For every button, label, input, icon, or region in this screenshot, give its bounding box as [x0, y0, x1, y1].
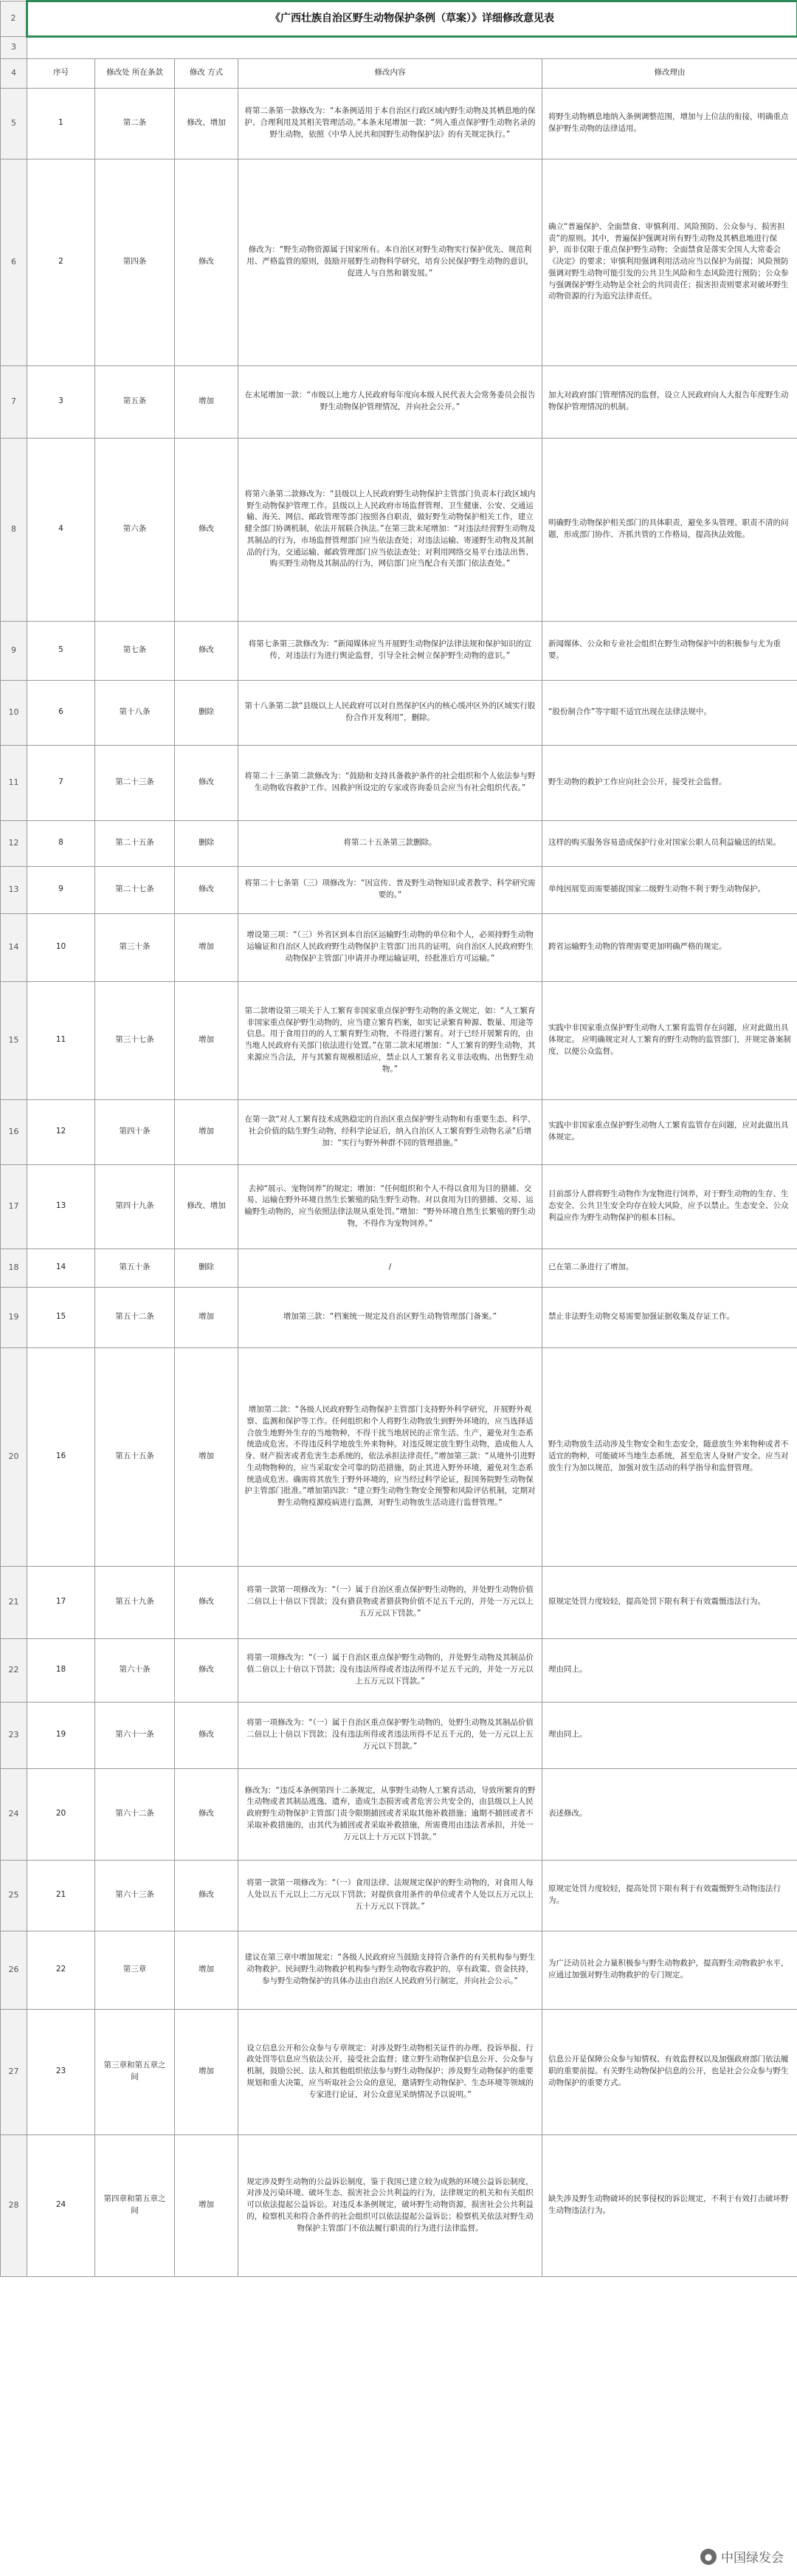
- method-cell: 增加: [175, 913, 238, 981]
- clause-cell: 第六十条: [95, 1638, 175, 1702]
- row-number: 24: [1, 1768, 27, 1860]
- content-cell: /: [238, 1248, 542, 1287]
- seq-cell: 20: [27, 1768, 95, 1860]
- content-cell: 第二款增设第三项关于人工繁育非国家重点保护野生动物的条文规定，如：“人工繁育非国家重点保护野生动物的，应当建立繁育档案，如实记录繁育种源、数量、用途等信息。用于食用目的的人工繁育野生动物，不得进行繁育。对于已经开展繁育的，由当地人民政府有关部门依法进行处置。”在第二款末尾增加：“人工繁育的野生动物，其来源应当合法，并与其繁育规模相适应，禁止以人工繁育名义非法收购、出售野生动物。”: [238, 981, 542, 1099]
- seq-cell: 3: [27, 365, 95, 438]
- seq-cell: 16: [27, 1347, 95, 1566]
- seq-cell: 14: [27, 1248, 95, 1287]
- blank-row: [1, 37, 797, 59]
- row-number: 12: [1, 820, 27, 866]
- row-number: 20: [1, 1347, 27, 1566]
- seq-cell: 15: [27, 1287, 95, 1347]
- row-number: 8: [1, 438, 27, 621]
- clause-cell: 第五条: [95, 365, 175, 438]
- row-number: 15: [1, 981, 27, 1099]
- clause-cell: 第十八条: [95, 680, 175, 745]
- clause-cell: 第六十二条: [95, 1768, 175, 1860]
- reason-cell: 野生动物的救护工作应向社会公开，接受社会监督。: [542, 745, 797, 820]
- table-row: [1, 88, 797, 159]
- row-number: 2: [1, 1, 27, 37]
- content-cell: 将第二十五条第三款删除。: [238, 820, 542, 866]
- row-number: 14: [1, 913, 27, 981]
- reason-cell: 原规定处罚力度较轻，提高处罚下限有利于有效震慑违法行为。: [542, 1566, 797, 1638]
- method-cell: 修改: [175, 745, 238, 820]
- table-row: [1, 1931, 797, 2009]
- content-cell: 将第二十三条第二款修改为：“鼓励和支持具备救护条件的社会组织和个人依法参与野生动物收容救护工作。因救护所设定的专家或咨询委员会应当有社会组织代表。”: [238, 745, 542, 820]
- row-number: 10: [1, 680, 27, 745]
- content-cell: 在第一款“对人工繁育技术成熟稳定的自治区重点保护野生动物和有重要生态、科学、社会价值的陆生野生动物，经科学论证后，纳入自治区人工繁育野生动物名录”后增加：“实行与野外种群不同的管理措施。”: [238, 1099, 542, 1164]
- clause-cell: 第二十五条: [95, 820, 175, 866]
- row-number: 4: [1, 58, 27, 88]
- reason-cell: 确立“普遍保护、全面禁食、审慎利用、风险预防、公众参与、损害担责”的原则。其中，普遍保护强调对所有野生动物及其栖息地进行保护，而非仅限于重点保护野生动物；全面禁食是落实全国人大常委会《决定》的要求；审慎利用强调利用活动应当以保护为前提；风险预防强调对野生动物可能引发的公共卫生风险和生态风险进行预防；公众参与强调保护野生动物是全社会的共同责任；损害担责则要求对破坏野生动物资源的行为追究法律责任。: [542, 159, 797, 365]
- reason-cell: 将野生动物栖息地纳入条例调整范围，增加与上位法的衔接，明确重点保护野生动物的法律适用。: [542, 88, 797, 159]
- clause-cell: 第四条: [95, 159, 175, 365]
- content-cell: 将第一项修改为：“（一）属于自治区重点保护野生动物的，处野生动物及其制品价值二倍以上十倍以下罚款；没有违法所得或者违法所得不足五千元的，处一万元以上五万元以下罚款。”: [238, 1702, 542, 1768]
- row-number: 17: [1, 1164, 27, 1248]
- content-cell: 增加第三款：“档案统一规定及自治区野生动物管理部门备案。”: [238, 1287, 542, 1347]
- table-row: [1, 1248, 797, 1287]
- clause-cell: 第三十七条: [95, 981, 175, 1099]
- content-cell: 设立信息公开和公众参与专章规定：对涉及野生动物相关证件的办理、投诉举报、行政处罚等信息应当依法公开，接受社会监督；建立野生动物保护信息公开、公众参与机制，鼓励公民、法人和其他组织依法参与野生动物保护；涉及野生动物保护的重要规划和重大决策，应当听取社会公众的意见，邀请野生动物保护、生态环境等领域的专家进行论证，对公众意见采纳情况予以说明。”: [238, 2009, 542, 2134]
- title-row: [1, 1, 797, 37]
- header-clause: 修改处 所在条款: [95, 58, 175, 88]
- seq-cell: 2: [27, 159, 95, 365]
- table-row: [1, 2009, 797, 2134]
- table-row: [1, 1164, 797, 1248]
- method-cell: 增加: [175, 2134, 238, 2276]
- table-row: [1, 1702, 797, 1768]
- method-cell: 修改: [175, 1638, 238, 1702]
- method-cell: 增加: [175, 1287, 238, 1347]
- reason-cell: 这样的购买服务容易造成保护行业对国家公职人员利益输送的结果。: [542, 820, 797, 866]
- row-number: 28: [1, 2134, 27, 2276]
- content-cell: 将第二条第一款修改为：“本条例适用于本自治区行政区域内野生动物及其栖息地的保护、合理利用及其相关管理活动。”本条末尾增加一款：“列入重点保护野生动物名录的野生动物，依照《中华人民共和国野生动物保护法》的有关规定执行。”: [238, 88, 542, 159]
- row-number: 5: [1, 88, 27, 159]
- header-reason: 修改理由: [542, 58, 797, 88]
- seq-cell: 12: [27, 1099, 95, 1164]
- clause-cell: 第四十条: [95, 1099, 175, 1164]
- table-row: [1, 820, 797, 866]
- method-cell: 增加: [175, 2009, 238, 2134]
- reason-cell: “股份制合作”等字眼不适宜出现在法律法规中。: [542, 680, 797, 745]
- seq-cell: 22: [27, 1931, 95, 2009]
- seq-cell: 17: [27, 1566, 95, 1638]
- clause-cell: 第二十七条: [95, 866, 175, 913]
- content-cell: 修改为：“野生动物资源属于国家所有。本自治区对野生动物实行保护优先、规范利用、严格监管的原则，鼓励开展野生动物科学研究，培育公民保护野生动物的意识，促进人与自然和谐发展。”: [238, 159, 542, 365]
- seq-cell: 23: [27, 2009, 95, 2134]
- clause-cell: 第四章和第五章之间: [95, 2134, 175, 2276]
- method-cell: 修改、增加: [175, 88, 238, 159]
- content-cell: 在末尾增加一款：“市级以上地方人民政府每年度向本级人民代表大会常务委员会报告野生动物保护管理情况，并向社会公开。”: [238, 365, 542, 438]
- clause-cell: 第三十条: [95, 913, 175, 981]
- clause-cell: 第二十三条: [95, 745, 175, 820]
- clause-cell: 第五十二条: [95, 1287, 175, 1347]
- reason-cell: 加大对政府部门管理情况的监督，设立人民政府向人大报告年度野生动物保护管理情况的机制。: [542, 365, 797, 438]
- content-cell: 第十八条第二款“县级以上人民政府可以对自然保护区内的核心缓冲区外的区域实行股份合作开发利用”，删除。: [238, 680, 542, 745]
- reason-cell: 实践中非国家重点保护野生动物人工繁育监管存在问题，应对此做出具体规定。 应明确规定对人工繁育的野生动物的监管部门，并规定备案制度，以便公众监督。: [542, 981, 797, 1099]
- method-cell: 修改、增加: [175, 1164, 238, 1248]
- clause-cell: 第三章: [95, 1931, 175, 2009]
- reason-cell: 为广泛动员社会力量积极参与野生动物救护，提高野生动物救护水平，应通过加强对野生动物救护的专门规定。: [542, 1931, 797, 2009]
- content-cell: 规定涉及野生动物的公益诉讼制度，鉴于我国已建立较为成熟的环境公益诉讼制度，对涉及污染环境、破坏生态、损害社会公共利益的行为，法律规定的机关和有关组织可以依法提起公益诉讼。对违反本条例规定，破坏野生动物资源，损害社会公共利益的，检察机关和符合条件的社会组织可以依法提起公益诉讼；检察机关依法对野生动物保护主管部门不依法履行职责的行为进行法律监督。: [238, 2134, 542, 2276]
- content-cell: 增设第三项：“（三）外省区到本自治区运输野生动物的单位和个人，必须持野生动物运输证和自治区人民政府野生动物保护主管部门出具的证明，向自治区人民政府野生动物保护主管部门申请并办理运输证明，经批准后方可运输。”: [238, 913, 542, 981]
- content-cell: 将第一款第一项修改为：“（一）属于自治区重点保护野生动物的，并处野生动物价值二倍以上十倍以下罚款；没有猎获物或者猎获物价值不足五千元的，并处一万元以上五万元以下罚款。”: [238, 1566, 542, 1638]
- seq-cell: 6: [27, 680, 95, 745]
- table-row: [1, 745, 797, 820]
- seq-cell: 10: [27, 913, 95, 981]
- content-cell: 将第一项修改为：“（一）属于自治区重点保护野生动物的，并处野生动物及其制品价值二倍以上十倍以下罚款；没有违法所得或者违法所得不足五千元的，并处一万元以上五万元以下罚款。”: [238, 1638, 542, 1702]
- reason-cell: 原规定处罚力度较轻，提高处罚下限有利于有效震慑野生动物违法行为。: [542, 1860, 797, 1931]
- table-row: [1, 438, 797, 621]
- header-row: [1, 58, 797, 88]
- seq-cell: 4: [27, 438, 95, 621]
- table-title: 《广西壮族自治区野生动物保护条例（草案）》详细修改意见表: [27, 1, 797, 37]
- content-cell: 将第六条第二款修改为：“县级以上人民政府野生动物保护主管部门负责本行政区域内野生动物保护管理工作。县级以上人民政府市场监督管理、卫生健康、公安、交通运输、海关、网信、邮政管理等部门按照各自职责，做好野生动物保护相关工作，建立健全部门协调机制，依法开展联合执法。”在第三款末尾增加：“对违法经营野生动物及其制品的行为，市场监督管理部门应当依法查处；对违法运输、寄递野生动物及其制品的行为，交通运输、邮政管理部门应当依法查处；对利用网络交易平台违法出售、购买野生动物及其制品的行为，网信部门应当配合有关部门依法查处。”: [238, 438, 542, 621]
- method-cell: 修改: [175, 1566, 238, 1638]
- reason-cell: 单纯因展览而需要捕捉国家二级野生动物不利于野生动物保护。: [542, 866, 797, 913]
- header-content: 修改内容: [238, 58, 542, 88]
- clause-cell: 第三章和第五章之间: [95, 2009, 175, 2134]
- table-row: [1, 159, 797, 365]
- clause-cell: 第五十条: [95, 1248, 175, 1287]
- table-row: [1, 1347, 797, 1566]
- content-cell: 修改为：“违反本条例第四十二条规定，从事野生动物人工繁育活动，导致所繁育的野生动物或者其制品逃逸、遗弃，造成生态损害或者危害公共安全的，由县级以上人民政府野生动物保护主管部门责令限期捕回或者采取其他补救措施；逾期不捕回或者不采取补救措施的，由其代为捕回或者采取补救措施，所需费用由违法者承担，并处一万元以上十万元以下罚款。”: [238, 1768, 542, 1860]
- method-cell: 修改: [175, 159, 238, 365]
- method-cell: 删除: [175, 820, 238, 866]
- method-cell: 修改: [175, 1860, 238, 1931]
- clause-cell: 第四十九条: [95, 1164, 175, 1248]
- method-cell: 增加: [175, 981, 238, 1099]
- row-number: 26: [1, 1931, 27, 2009]
- seq-cell: 18: [27, 1638, 95, 1702]
- table-row: [1, 1099, 797, 1164]
- table-row: [1, 1638, 797, 1702]
- method-cell: 删除: [175, 680, 238, 745]
- table-row: [1, 981, 797, 1099]
- method-cell: 修改: [175, 1768, 238, 1860]
- row-number: 22: [1, 1638, 27, 1702]
- table-row: [1, 1566, 797, 1638]
- row-number: 25: [1, 1860, 27, 1931]
- table-row: [1, 2134, 797, 2276]
- seq-cell: 5: [27, 621, 95, 680]
- clause-cell: 第二条: [95, 88, 175, 159]
- method-cell: 修改: [175, 1702, 238, 1768]
- blank-cell: [27, 37, 797, 59]
- reason-cell: 禁止非法野生动物交易需要加强证据收集及存证工作。: [542, 1287, 797, 1347]
- content-cell: 将第一款第一项修改为：“（一）食用法律、法规规定保护的野生动物的，对食用人每人处以五千元以上二万元以下罚款；对提供食用条件的单位或者个人处以五万元以上五十万元以下罚款。”: [238, 1860, 542, 1931]
- row-number: 13: [1, 866, 27, 913]
- reason-cell: 缺失涉及野生动物破坏的民事侵权的诉讼规定，不利于有效打击破坏野生动物违法行为。: [542, 2134, 797, 2276]
- table-row: [1, 365, 797, 438]
- reason-cell: 理由同上。: [542, 1638, 797, 1702]
- clause-cell: 第五十五条: [95, 1347, 175, 1566]
- method-cell: 修改: [175, 621, 238, 680]
- table-row: [1, 913, 797, 981]
- seq-cell: 8: [27, 820, 95, 866]
- reason-cell: 信息公开是保障公众参与知情权、有效监督权以及加强政府部门依法履职的重要前提。有关野生动物保护信息的公开，也是社会公众参与野生动物保护的重要方式。: [542, 2009, 797, 2134]
- table-row: [1, 1768, 797, 1860]
- method-cell: 修改: [175, 866, 238, 913]
- table-row: [1, 1287, 797, 1347]
- reason-cell: 明确野生动物保护相关部门的具体职责，避免多头管理、职责不清的问题，形成部门协作、齐抓共管的工作格局，提高执法效能。: [542, 438, 797, 621]
- seq-cell: 7: [27, 745, 95, 820]
- reason-cell: 已在第二条进行了增加。: [542, 1248, 797, 1287]
- clause-cell: 第五十九条: [95, 1566, 175, 1638]
- reason-cell: 表述修改。: [542, 1768, 797, 1860]
- header-seq: 序号: [27, 58, 95, 88]
- content-cell: 增加第二款：“各级人民政府野生动物保护主管部门支持野外科学研究，开展野外观察、监测和保护等工作。任何组织和个人将野生动物放生到野外环境的，应当选择适合放生地野外生存的当地物种，不得干扰当地居民的正常生活、生产，避免对生态系统造成危害。不得违反科学地放生外来物种。对违反规定放生野生动物，造成他人人身、财产损害或者危害生态系统的，依法承担法律责任。”增加第三款：“从境外引进野生动物物种的，应当采取安全可靠的防范措施，防止其进入野外环境，避免对生态系统造成危害。确需将其放生于野外环境的，应当经过科学论证，报国务院野生动物保护主管部门批准。”增加第四款：“建立野生动物生物安全预警和风险评估机制，定期对野生动物疫源疫病进行监测，对野生动物放生活动进行监督管理。”: [238, 1347, 542, 1566]
- method-cell: 增加: [175, 1931, 238, 2009]
- method-cell: 增加: [175, 1347, 238, 1566]
- clause-cell: 第六十一条: [95, 1702, 175, 1768]
- content-cell: 将第七条第三款修改为：“新闻媒体应当开展野生动物保护法律法规和保护知识的宣传，对违法行为进行舆论监督，引导全社会树立保护野生动物的意识。”: [238, 621, 542, 680]
- watermark-text: 中国绿发会: [721, 2551, 784, 2566]
- reason-cell: 野生动物放生活动涉及生物安全和生态安全，随意放生外来物种或者不适宜的物种，可能破坏当地生态系统，甚至危害人身财产安全。应当对放生行为加以规范，加强对放生活动的科学指导和监督管理。: [542, 1347, 797, 1566]
- content-cell: 去掉“展示、宠物饲养”的规定；增加：“任何组织和个人不得以食用为目的猎捕、交易、运输在野外环境自然生长繁殖的陆生野生动物。对以食用为目的猎捕、交易、运输野生动物的，应当依照法律法规从重处罚。”增加：“野外环境自然生长繁殖的野生动物，不得作为宠物饲养。”: [238, 1164, 542, 1248]
- row-number: 6: [1, 159, 27, 365]
- clause-cell: 第六十三条: [95, 1860, 175, 1931]
- seq-cell: 13: [27, 1164, 95, 1248]
- content-cell: 将第二十七条第（三）项修改为：“因宣传、普及野生动物知识或者教学、科学研究需要的。”: [238, 866, 542, 913]
- reason-cell: 新闻媒体、公众和专业社会组织在野生动物保护中的积极参与尤为重要。: [542, 621, 797, 680]
- seq-cell: 11: [27, 981, 95, 1099]
- row-number: 27: [1, 2009, 27, 2134]
- clause-cell: 第六条: [95, 438, 175, 621]
- seq-cell: 1: [27, 88, 95, 159]
- clause-cell: 第七条: [95, 621, 175, 680]
- row-number: 19: [1, 1287, 27, 1347]
- row-number: 11: [1, 745, 27, 820]
- row-number: 3: [1, 37, 27, 59]
- row-number: 9: [1, 621, 27, 680]
- reason-cell: 理由同上。: [542, 1702, 797, 1768]
- method-cell: 增加: [175, 365, 238, 438]
- method-cell: 删除: [175, 1248, 238, 1287]
- table-row: [1, 680, 797, 745]
- row-number: 16: [1, 1099, 27, 1164]
- row-number: 18: [1, 1248, 27, 1287]
- seq-cell: 24: [27, 2134, 95, 2276]
- table-row: [1, 621, 797, 680]
- row-number: 23: [1, 1702, 27, 1768]
- row-number: 7: [1, 365, 27, 438]
- header-method: 修改 方式: [175, 58, 238, 88]
- reason-cell: 跨省运输野生动物的管理需要更加明确严格的规定。: [542, 913, 797, 981]
- content-cell: 建议在第三章中增加规定：“各级人民政府应当鼓励支持符合条件的有关机构参与野生动物救护。民间野生动物救护机构参与野生动物收容救护的，享有政策、资金扶持，参与野生动物保护的具体办法由自治区人民政府另行制定，并向社会公示。”: [238, 1931, 542, 2009]
- table-row: [1, 866, 797, 913]
- seq-cell: 21: [27, 1860, 95, 1931]
- method-cell: 增加: [175, 1099, 238, 1164]
- reason-cell: 实践中非国家重点保护野生动物人工繁育监管存在问题，应对此做出具体规定。: [542, 1099, 797, 1164]
- reason-cell: 目前部分人群将野生动物作为宠物进行饲养，对于野生动物的生存、生态安全、公共卫生安全均存在较大风险，应予以禁止。生态安全、公众利益应作为野生动物保护的根本目标。: [542, 1164, 797, 1248]
- row-number: 21: [1, 1566, 27, 1638]
- table-row: [1, 1860, 797, 1931]
- method-cell: 修改: [175, 438, 238, 621]
- watermark: [700, 2547, 784, 2566]
- wechat-official-account-icon: ●: [700, 2549, 717, 2565]
- seq-cell: 19: [27, 1702, 95, 1768]
- seq-cell: 9: [27, 866, 95, 913]
